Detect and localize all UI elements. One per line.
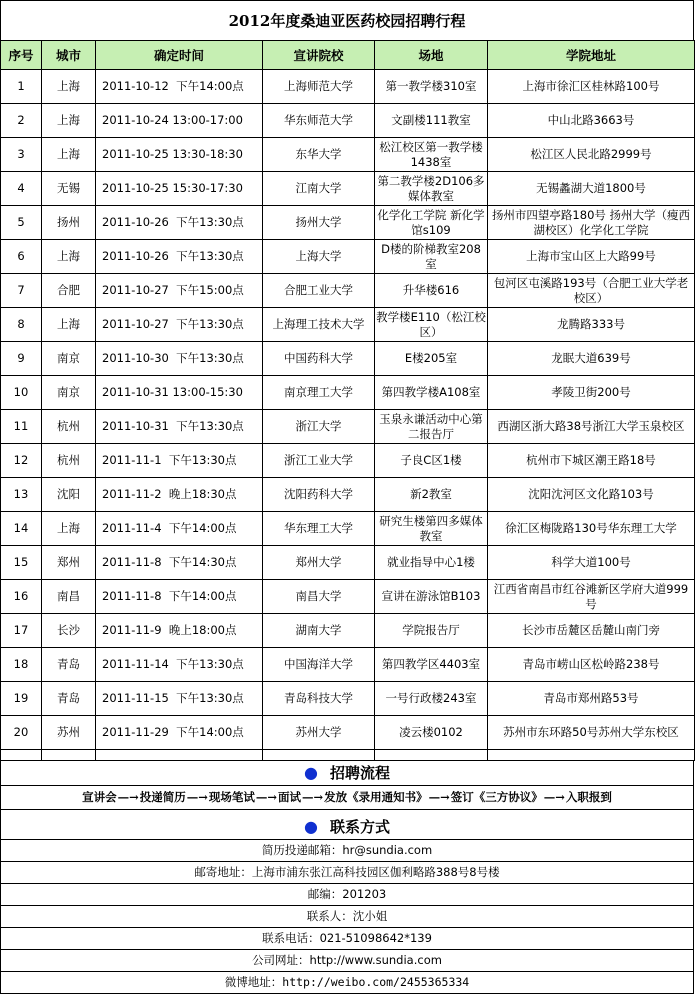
table-row — [1, 206, 695, 240]
row-time: 2011-11-29 下午14:00点 — [96, 716, 263, 750]
row-index: 8 — [1, 308, 42, 342]
contact-website: 公司网址：http://www.sundia.com — [0, 950, 694, 972]
contact-heading-text: 联系方式 — [329, 818, 390, 836]
row-time: 2011-10-27 下午15:00点 — [96, 274, 263, 308]
row-city: 青岛 — [42, 682, 96, 716]
row-city: 杭州 — [42, 444, 96, 478]
long-arrow-right-icon: —→ — [255, 790, 277, 804]
table-row — [1, 376, 695, 410]
row-school: 南昌大学 — [263, 580, 375, 614]
table-row — [1, 682, 695, 716]
row-venue: 第四教学楼A108室 — [375, 376, 488, 410]
contact-address: 邮寄地址：上海市浦东张江高科技园区伽利略路388号8号楼 — [0, 862, 694, 884]
blank-cell — [96, 750, 263, 761]
row-school: 华东师范大学 — [263, 104, 375, 138]
row-venue: 第一教学楼310室 — [375, 70, 488, 104]
row-index: 9 — [1, 342, 42, 376]
contact-person: 联系人：沈小姐 — [0, 906, 694, 928]
row-venue: 一号行政楼243室 — [375, 682, 488, 716]
row-index: 13 — [1, 478, 42, 512]
row-index: 14 — [1, 512, 42, 546]
row-index: 11 — [1, 410, 42, 444]
row-index: 6 — [1, 240, 42, 274]
row-venue: 松江校区第一教学楼1438室 — [375, 138, 488, 172]
long-arrow-right-icon: —→ — [302, 790, 324, 804]
bullet-dot-icon: ● — [304, 817, 318, 836]
row-school: 上海师范大学 — [263, 70, 375, 104]
table-row — [1, 104, 695, 138]
table-row — [1, 138, 695, 172]
long-arrow-right-icon: —→ — [117, 790, 139, 804]
row-school: 江南大学 — [263, 172, 375, 206]
table-row — [1, 512, 695, 546]
row-time: 2011-11-4 下午14:00点 — [96, 512, 263, 546]
header-time: 确定时间 — [96, 41, 263, 70]
row-venue: 玉泉永谦活动中心第二报告厅 — [375, 410, 488, 444]
row-time: 2011-10-30 下午13:30点 — [96, 342, 263, 376]
row-address: 孝陵卫街200号 — [488, 376, 695, 410]
row-venue: 文副楼111教室 — [375, 104, 488, 138]
blank-cell — [42, 750, 96, 761]
row-index: 16 — [1, 580, 42, 614]
row-city: 上海 — [42, 70, 96, 104]
row-address: 青岛市崂山区松岭路238号 — [488, 648, 695, 682]
row-venue: E楼205室 — [375, 342, 488, 376]
row-venue: 研究生楼第四多媒体教室 — [375, 512, 488, 546]
row-index: 12 — [1, 444, 42, 478]
row-school: 扬州大学 — [263, 206, 375, 240]
long-arrow-right-icon: —→ — [428, 790, 450, 804]
row-time: 2011-11-2 晚上18:30点 — [96, 478, 263, 512]
table-header-row — [1, 41, 695, 70]
row-school: 合肥工业大学 — [263, 274, 375, 308]
process-heading-text: 招聘流程 — [329, 764, 390, 782]
row-venue: 就业指导中心1楼 — [375, 546, 488, 580]
row-index: 1 — [1, 70, 42, 104]
long-arrow-right-icon: —→ — [543, 790, 565, 804]
row-time: 2011-11-15 下午13:30点 — [96, 682, 263, 716]
table-row — [1, 444, 695, 478]
row-venue: 化学化工学院 新化学馆s109 — [375, 206, 488, 240]
row-city: 长沙 — [42, 614, 96, 648]
row-address: 沈阳沈河区文化路103号 — [488, 478, 695, 512]
schedule-table — [0, 40, 695, 761]
row-address: 青岛市郑州路53号 — [488, 682, 695, 716]
row-address: 杭州市下城区潮王路18号 — [488, 444, 695, 478]
table-row — [1, 580, 695, 614]
row-index: 18 — [1, 648, 42, 682]
row-index: 20 — [1, 716, 42, 750]
table-row — [1, 478, 695, 512]
row-city: 青岛 — [42, 648, 96, 682]
row-address: 江西省南昌市红谷滩新区学府大道999号 — [488, 580, 695, 614]
row-school: 中国药科大学 — [263, 342, 375, 376]
header-city: 城市 — [42, 41, 96, 70]
row-school: 上海大学 — [263, 240, 375, 274]
table-row — [1, 70, 695, 104]
row-time: 2011-10-24 13:00-17:00 — [96, 104, 263, 138]
blank-cell — [488, 750, 695, 761]
row-time: 2011-10-27 下午13:30点 — [96, 308, 263, 342]
row-address: 龙眠大道639号 — [488, 342, 695, 376]
row-city: 扬州 — [42, 206, 96, 240]
row-time: 2011-10-12 下午14:00点 — [96, 70, 263, 104]
row-time: 2011-11-14 下午13:30点 — [96, 648, 263, 682]
table-row — [1, 308, 695, 342]
row-city: 郑州 — [42, 546, 96, 580]
row-venue: D楼的阶梯教室208室 — [375, 240, 488, 274]
row-city: 上海 — [42, 512, 96, 546]
row-address: 上海市徐汇区桂林路100号 — [488, 70, 695, 104]
header-venue: 场地 — [375, 41, 488, 70]
row-venue: 子良C区1楼 — [375, 444, 488, 478]
page-title: 2012年度桑迪亚医药校园招聘行程 — [0, 0, 694, 40]
row-city: 杭州 — [42, 410, 96, 444]
row-venue: 新2教室 — [375, 478, 488, 512]
row-time: 2011-11-8 下午14:30点 — [96, 546, 263, 580]
table-row — [1, 614, 695, 648]
row-school: 上海理工技术大学 — [263, 308, 375, 342]
row-school: 青岛科技大学 — [263, 682, 375, 716]
blank-cell — [1, 750, 42, 761]
row-time: 2011-10-31 13:00-15:30 — [96, 376, 263, 410]
row-venue: 凌云楼0102 — [375, 716, 488, 750]
header-school: 宣讲院校 — [263, 41, 375, 70]
header-index: 序号 — [1, 41, 42, 70]
row-address: 中山北路3663号 — [488, 104, 695, 138]
row-index: 15 — [1, 546, 42, 580]
flow-step: 入职报到 — [565, 790, 612, 804]
row-venue: 升华楼616 — [375, 274, 488, 308]
process-heading — [0, 761, 694, 785]
contact-weibo: 微博地址：http://weibo.com/2455365334 — [0, 972, 694, 994]
bullet-dot-icon: ● — [304, 763, 318, 782]
row-city: 南昌 — [42, 580, 96, 614]
row-city: 沈阳 — [42, 478, 96, 512]
long-arrow-right-icon: —→ — [186, 790, 208, 804]
row-venue: 学院报告厅 — [375, 614, 488, 648]
table-row — [1, 716, 695, 750]
row-address: 松江区人民北路2999号 — [488, 138, 695, 172]
blank-cell — [375, 750, 488, 761]
row-venue: 第二教学楼2D106多媒体教室 — [375, 172, 488, 206]
row-school: 中国海洋大学 — [263, 648, 375, 682]
blank-cell — [263, 750, 375, 761]
table-row — [1, 546, 695, 580]
table-row — [1, 410, 695, 444]
row-address: 上海市宝山区上大路99号 — [488, 240, 695, 274]
row-city: 上海 — [42, 104, 96, 138]
row-venue: 第四教学区4403室 — [375, 648, 488, 682]
row-school: 浙江工业大学 — [263, 444, 375, 478]
flow-step: 投递简历 — [139, 790, 186, 804]
table-row — [1, 648, 695, 682]
flow-step: 现场笔试 — [208, 790, 255, 804]
row-venue: 教学楼E110（松江校区） — [375, 308, 488, 342]
row-address: 包河区屯溪路193号（合肥工业大学老校区） — [488, 274, 695, 308]
row-city: 南京 — [42, 342, 96, 376]
row-index: 4 — [1, 172, 42, 206]
row-address: 长沙市岳麓区岳麓山南门旁 — [488, 614, 695, 648]
row-address: 无锡蠡湖大道1800号 — [488, 172, 695, 206]
row-city: 苏州 — [42, 716, 96, 750]
row-address: 龙腾路333号 — [488, 308, 695, 342]
row-address: 苏州市东环路50号苏州大学东校区 — [488, 716, 695, 750]
row-index: 3 — [1, 138, 42, 172]
row-address: 西湖区浙大路38号浙江大学玉泉校区 — [488, 410, 695, 444]
row-time: 2011-11-8 下午14:00点 — [96, 580, 263, 614]
row-time: 2011-10-31 下午13:30点 — [96, 410, 263, 444]
blank-row — [1, 750, 695, 761]
row-school: 苏州大学 — [263, 716, 375, 750]
row-address: 徐汇区梅陇路130号华东理工大学 — [488, 512, 695, 546]
row-address: 科学大道100号 — [488, 546, 695, 580]
row-city: 合肥 — [42, 274, 96, 308]
row-city: 上海 — [42, 240, 96, 274]
row-city: 无锡 — [42, 172, 96, 206]
table-row — [1, 274, 695, 308]
table-row — [1, 240, 695, 274]
row-index: 2 — [1, 104, 42, 138]
row-address: 扬州市四望亭路180号 扬州大学（瘦西湖校区）化学化工学院 — [488, 206, 695, 240]
flow-step: 签订《三方协议》 — [450, 790, 543, 804]
row-time: 2011-10-26 下午13:30点 — [96, 206, 263, 240]
contact-postcode: 邮编：201203 — [0, 884, 694, 906]
contact-heading — [0, 815, 694, 840]
row-school: 浙江大学 — [263, 410, 375, 444]
flow-step: 发放《录用通知书》 — [324, 790, 428, 804]
row-index: 5 — [1, 206, 42, 240]
row-index: 10 — [1, 376, 42, 410]
row-index: 19 — [1, 682, 42, 716]
row-city: 上海 — [42, 308, 96, 342]
row-school: 南京理工大学 — [263, 376, 375, 410]
row-school: 沈阳药科大学 — [263, 478, 375, 512]
row-city: 南京 — [42, 376, 96, 410]
process-flow — [0, 785, 694, 810]
row-time: 2011-10-25 15:30-17:30 — [96, 172, 263, 206]
row-time: 2011-11-1 下午13:30点 — [96, 444, 263, 478]
row-index: 17 — [1, 614, 42, 648]
row-time: 2011-11-9 晚上18:00点 — [96, 614, 263, 648]
contact-email: 简历投递邮箱：hr@sundia.com — [0, 840, 694, 862]
row-index: 7 — [1, 274, 42, 308]
row-school: 东华大学 — [263, 138, 375, 172]
table-row — [1, 172, 695, 206]
table-row — [1, 342, 695, 376]
flow-step: 面试 — [278, 790, 301, 804]
row-venue: 宣讲在游泳馆B103 — [375, 580, 488, 614]
row-school: 湖南大学 — [263, 614, 375, 648]
row-school: 华东理工大学 — [263, 512, 375, 546]
header-address: 学院地址 — [488, 41, 695, 70]
row-city: 上海 — [42, 138, 96, 172]
row-time: 2011-10-25 13:30-18:30 — [96, 138, 263, 172]
contact-phone: 联系电话：021-51098642*139 — [0, 928, 694, 950]
flow-step: 宣讲会 — [82, 790, 117, 804]
row-school: 郑州大学 — [263, 546, 375, 580]
row-time: 2011-10-26 下午13:30点 — [96, 240, 263, 274]
